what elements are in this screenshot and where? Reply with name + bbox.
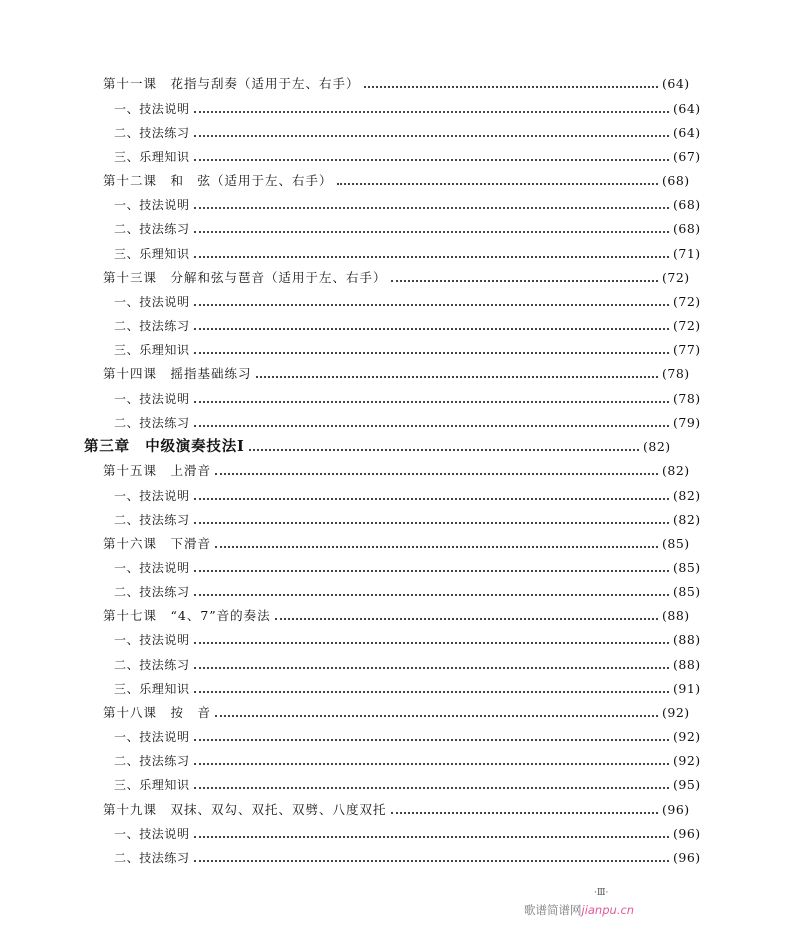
dot-leader: [391, 280, 658, 282]
toc-sub-row: [0, 844, 786, 866]
dot-leader: [275, 618, 658, 620]
toc-sub-row: [0, 191, 786, 213]
toc-sub-row: [0, 215, 786, 237]
toc-sub-row: [0, 312, 786, 334]
toc-entry-title: 第十七课 “4、7”音的奏法: [103, 608, 271, 623]
toc-sub-row: [0, 95, 786, 117]
toc-entry-page: (68): [673, 221, 701, 236]
toc-entry-page: (78): [673, 391, 701, 406]
toc-entry-title: 第十二课 和 弦（适用于左、右手）: [103, 173, 333, 188]
toc-entry-title: 三、乐理知识: [114, 682, 190, 696]
dot-leader: [194, 594, 669, 596]
toc-sub-row: [0, 578, 786, 600]
dot-leader: [194, 159, 669, 161]
toc-entry-title: 一、技法说明: [114, 489, 190, 503]
toc-entry-page: (82): [643, 439, 671, 454]
toc-entry-title: 第三章 中级演奏技法Ⅰ: [84, 438, 245, 455]
dot-leader: [194, 667, 669, 669]
toc-sub-row: [0, 651, 786, 673]
dot-leader: [256, 376, 658, 378]
dot-leader: [194, 328, 669, 330]
toc-entry-page: (96): [662, 802, 690, 817]
toc-entry-page: (71): [673, 246, 701, 261]
dot-leader: [194, 231, 669, 233]
watermark-site: jianpu.cn: [581, 903, 635, 917]
toc-lesson-row: [0, 167, 775, 189]
dot-leader: [215, 546, 658, 548]
toc-entry-title: 二、技法练习: [114, 658, 190, 672]
toc-entry-page: (82): [662, 463, 690, 478]
toc-entry-page: (88): [662, 608, 690, 623]
dot-leader: [215, 473, 658, 475]
toc-entry-page: (92): [662, 705, 690, 720]
toc-entry-title: 三、乐理知识: [114, 150, 190, 164]
dot-leader: [194, 135, 669, 137]
toc-entry-title: 二、技法练习: [114, 754, 190, 768]
toc-lesson-row: [0, 699, 775, 721]
dot-leader: [391, 812, 658, 814]
dot-leader: [194, 256, 669, 258]
toc-entry-title: 二、技法练习: [114, 416, 190, 430]
dot-leader: [194, 691, 669, 693]
toc-entry-page: (77): [673, 342, 701, 357]
toc-sub-row: [0, 119, 786, 141]
toc-entry-page: (67): [673, 149, 701, 164]
toc-entry-title: 第十四课 摇指基础练习: [103, 366, 252, 381]
toc-entry-title: 二、技法练习: [114, 513, 190, 527]
toc-entry-page: (64): [662, 76, 690, 91]
toc-sub-row: [0, 240, 786, 262]
toc-sub-row: [0, 506, 786, 528]
toc-entry-page: (96): [673, 826, 701, 841]
dot-leader: [194, 304, 669, 306]
toc-entry-title: 二、技法练习: [114, 851, 190, 865]
watermark: [524, 902, 634, 918]
dot-leader: [337, 183, 658, 185]
toc-entry-title: 一、技法说明: [114, 827, 190, 841]
dot-leader: [194, 425, 669, 427]
toc-entry-page: (78): [662, 366, 690, 381]
toc-entry-page: (72): [662, 270, 690, 285]
toc-entry-page: (92): [673, 753, 701, 768]
toc-sub-row: [0, 771, 786, 793]
toc-entry-title: 二、技法练习: [114, 319, 190, 333]
toc-chapter-row: [0, 433, 756, 455]
toc-lesson-row: [0, 457, 775, 479]
dot-leader: [249, 449, 639, 451]
toc-sub-row: [0, 385, 786, 407]
toc-sub-row: [0, 675, 786, 697]
toc-entry-title: 一、技法说明: [114, 102, 190, 116]
footer-page-number: ·Ⅲ·: [594, 888, 609, 898]
toc-entry-page: (64): [673, 125, 701, 140]
toc-entry-title: 一、技法说明: [114, 392, 190, 406]
toc-entry-title: 第十六课 下滑音: [103, 536, 212, 551]
toc-entry-title: 一、技法说明: [114, 198, 190, 212]
toc-entry-title: 二、技法练习: [114, 222, 190, 236]
toc-sub-row: [0, 626, 786, 648]
toc-entry-page: (72): [673, 294, 701, 309]
dot-leader: [194, 642, 669, 644]
dot-leader: [194, 498, 669, 500]
toc-entry-page: (82): [673, 512, 701, 527]
dot-leader: [194, 787, 669, 789]
toc-sub-row: [0, 554, 786, 576]
toc-sub-row: [0, 336, 786, 358]
toc-entry-page: (91): [673, 681, 701, 696]
toc-entry-page: (82): [673, 488, 701, 503]
toc-sub-row: [0, 288, 786, 310]
dot-leader: [194, 111, 669, 113]
toc-entry-title: 一、技法说明: [114, 730, 190, 744]
dot-leader: [194, 860, 669, 862]
toc-lesson-row: [0, 602, 775, 624]
toc-entry-page: (68): [673, 197, 701, 212]
toc-entry-page: (88): [673, 657, 701, 672]
toc-entry-title: 第十九课 双抹、双勾、双托、双劈、八度双托: [103, 802, 387, 817]
toc-lesson-row: [0, 530, 775, 552]
toc-entry-page: (85): [673, 560, 701, 575]
toc-entry-title: 二、技法练习: [114, 585, 190, 599]
toc-lesson-row: [0, 264, 775, 286]
toc-entry-title: 第十一课 花指与刮奏（适用于左、右手）: [103, 76, 360, 91]
toc-lesson-row: [0, 70, 775, 92]
toc-entry-page: (92): [673, 729, 701, 744]
toc-entry-title: 第十三课 分解和弦与琶音（适用于左、右手）: [103, 270, 387, 285]
toc-entry-page: (95): [673, 777, 701, 792]
toc-entry-page: (85): [673, 584, 701, 599]
toc-sub-row: [0, 820, 786, 842]
toc-sub-row: [0, 143, 786, 165]
toc-sub-row: [0, 747, 786, 769]
dot-leader: [194, 836, 669, 838]
toc-entry-title: 一、技法说明: [114, 633, 190, 647]
toc-entry-page: (64): [673, 101, 701, 116]
toc-entry-title: 第十五课 上滑音: [103, 463, 212, 478]
toc-entry-title: 一、技法说明: [114, 295, 190, 309]
toc-lesson-row: [0, 796, 775, 818]
dot-leader: [194, 352, 669, 354]
toc-sub-row: [0, 723, 786, 745]
toc-sub-row: [0, 482, 786, 504]
dot-leader: [194, 207, 669, 209]
toc-entry-page: (88): [673, 632, 701, 647]
toc-entry-page: (79): [673, 415, 701, 430]
toc-entry-page: (72): [673, 318, 701, 333]
dot-leader: [215, 715, 658, 717]
toc-entry-title: 三、乐理知识: [114, 343, 190, 357]
dot-leader: [194, 763, 669, 765]
dot-leader: [194, 522, 669, 524]
dot-leader: [194, 739, 669, 741]
watermark-text: 歌谱简谱网: [524, 903, 582, 917]
toc-entry-page: (68): [662, 173, 690, 188]
toc-entry-title: 二、技法练习: [114, 126, 190, 140]
toc-entry-title: 一、技法说明: [114, 561, 190, 575]
dot-leader: [194, 401, 669, 403]
toc-entry-title: 第十八课 按 音: [103, 705, 212, 720]
dot-leader: [364, 86, 658, 88]
toc-entry-page: (85): [662, 536, 690, 551]
toc-entry-title: 三、乐理知识: [114, 778, 190, 792]
toc-sub-row: [0, 409, 786, 431]
dot-leader: [194, 570, 669, 572]
toc-entry-page: (96): [673, 850, 701, 865]
toc-entry-title: 三、乐理知识: [114, 247, 190, 261]
toc-lesson-row: [0, 360, 775, 382]
